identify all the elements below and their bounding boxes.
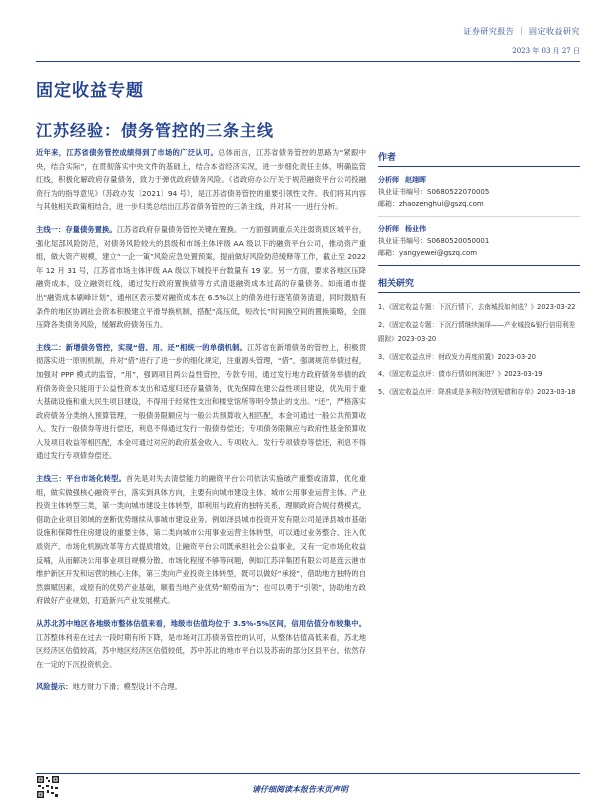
author-name: 杨业伟 <box>405 225 426 233</box>
author-role: 分析师 <box>378 225 399 233</box>
authors-heading: 作者 <box>378 150 580 167</box>
header-divider <box>36 61 580 62</box>
related-date: 2023-03-18 <box>537 387 576 396</box>
paragraph-mainline-3 <box>36 472 366 608</box>
paragraph-lead: 近年来，江苏省债务管控成绩得到了市场的广泛认可。 <box>36 148 219 157</box>
paragraph-intro <box>36 146 366 214</box>
related-title: 2、《固定收益专题：下沉行情继续演绎——产业城投&银行信用利差跟踪》 <box>378 320 576 343</box>
paragraph-text: 地方财力下滑；模型设计不合理。 <box>72 682 182 692</box>
paragraph-lead: 风险提示： <box>36 682 73 692</box>
paragraph-text: 江苏整体利差在过去一段时期有所下降，是市场对江苏债务管控的认可，从整体估值高低来看，苏北地区经济区估值较高，苏中地区经济区估值较低，苏中苏北的地市平台以及苏南的部分区县平台，依然存在一定的下沉投资机会。 <box>36 632 366 669</box>
related-research-item[interactable] <box>378 318 580 347</box>
related-title: 4、《固定收益点评：债市行情如何演进？》 <box>378 370 505 378</box>
paragraph-text: 江苏省政府存量债务管控关键在置换。一方面强调重点关注弱资质区城平台，强化尾部风险防范，对债务风险较大的县级和市场主体评级 AA 级以下的融资平台公司，推动资产重组，做大资产规模，建立“一企一策”风险应急处置预案，提前做好风险防范缓释等工作，截止至 2022 年 12 月 31 号，江苏省市场主体评级 AA 级以下城投平台数量有 19 家。另一方面，要求各地区压降融资成本，设立融资红线，通过发行政府置换债等方式清退融资成本过高的存量债务。如南通市提出“融资成本刷峰计划”，通州区表示要对融资成本在 6.5%以上的债务进行逐笔债务清退，同时鼓励有条件的地区协调社会资本积极建立平滑导换机制，搭配“高压低，短改长”时间换空间的置换策略，全面压降各类债务风险，缓解政府债务压力。 <box>36 224 367 330</box>
author-email[interactable]: 邮箱：zhaozenghui@gszq.com <box>378 200 484 208</box>
author-card <box>378 223 580 266</box>
main-body <box>36 146 366 703</box>
report-series-header: 证券研究报告 ｜ 固定收益研究 <box>463 27 580 36</box>
related-date: 2023-03-20 <box>397 335 437 343</box>
related-research-item[interactable] <box>378 367 580 382</box>
report-date: 2023 年 03 月 27 日 <box>512 47 580 55</box>
footer-disclaimer: 请仔细阅读本报告末页声明 <box>252 784 348 794</box>
paragraph-valuation <box>36 617 366 671</box>
related-date: 2023-03-19 <box>504 370 543 378</box>
paragraph-mainline-2 <box>36 341 366 463</box>
related-research-heading: 相关研究 <box>378 276 580 293</box>
related-title: 3、《固定收益点评：财政发力再度前置》 <box>378 352 498 361</box>
paragraph-lead: 主线二：新增债务管控，实现“借、用、还”相统一的单债机制。 <box>36 342 247 352</box>
paragraph-mainline-1 <box>36 223 366 332</box>
related-date: 2023-03-22 <box>537 303 576 311</box>
related-research-item[interactable] <box>378 385 580 400</box>
related-research-item[interactable] <box>378 300 580 315</box>
paragraph-text: 首先是对失去清偿能力的融资平台公司依法实施破产重整或清算，优化重组，做实做强核心融资平台，落实到具体方向，主要有向城市建设主体、城市公用事业运营主体、产业投资主体转型三类，第一类向城市建设主体转型，即利用与政府的独特关系，理顺政府合规付费模式，借助企业项目领域的垄断优势继续从事城市建设业务。例如泽县城市投资开发有限公司是泽县城市基础设施和保障性住房建设的重要主体，第二类向城市公用事业运营主体转型，可以通过业务整合、注入优质资产、市场化机制改革等方式提质增效，让融资平台公司既承担社会公益事业，又有一定市场化收益反哺，从而解决公用事业项目规模分散、市场化程度不够等问题，例如江苏洋集团有限公司是连云港市维护新区开发和运营的核心主体，第三类向产业投资主体转型，既可以做好“承接”，借助地方独特的自然禀赋因素，或原有的优势产业基础，顺着当地产业优势“顺势而为”；也可以勇于“引领”，协助地方政府做好产业规划，打造新兴产业发展模式。 <box>36 474 367 606</box>
author-email[interactable]: 邮箱：yangyewei@gszq.com <box>378 249 478 257</box>
related-title: 1、《固定收益专题：下沉行情下，去南城投如何选？》 <box>378 303 538 311</box>
paragraph-risk <box>36 680 366 694</box>
paragraph-lead: 主线三：平台市场化转型。 <box>36 474 127 484</box>
author-cert: 执业证书编号：S0680520050001 <box>378 237 490 245</box>
author-name: 赵翊晖 <box>405 176 426 184</box>
paragraph-text: 总体而言，江苏省债务管控的思路为“紧跟中央，结合实际”，在贯彻落实中央文件的基础上，结合本省经济实况，进一步细化责任主体，明确监管红线，积极化解政府存量债务，致力于弹优政府债务风险。《省政府办公厅关于规范融资平台公司投融资行为的指导意见》（苏政办发〔2021〕94 号），是江苏省债务管控的重要引领性文件。我们将其内容与其他相关政策相结合，进一步归类总结出江苏省债务管控的三条主线，并对其一一进行分析。 <box>36 148 367 212</box>
related-title: 5、《固定收益点评：降准或是多利好特别短债和存单》 <box>378 387 538 396</box>
sidebar <box>378 150 580 402</box>
related-research-item[interactable] <box>378 350 580 365</box>
author-card <box>378 174 580 217</box>
paragraph-lead: 从苏北苏中地区各地级市整体估值来看，地级市估值均位于 3.5%-5%区间，信用估值分布较集中。 <box>36 619 366 628</box>
paragraph-lead: 主线一：存量债务置换。 <box>36 224 117 234</box>
author-role: 分析师 <box>378 176 399 184</box>
report-title: 江苏经验：债务管控的三条主线 <box>36 121 275 140</box>
report-type: 固定收益专题 <box>36 81 144 101</box>
paragraph-text: 江苏省在新增债务的管控上，积极贯彻落实进一原则机制，并对“借”进行了进一步的细化规定，注重源头管理，“借”，强调规范举债过程，加强对 PPP 模式的监管，“用”，强调项目两公益性管控，专款专用，通过发行地方政府债务举债的政府债务资金只能用于公益性资本支出和适度归还存量债务，优先保障在建公益性项目建设，优先用于重大基础设施和重大民生项目建设，不得用于经常性支出和楼堂馆所等明令禁止的支出。“还”，严格落实政府债务分类纳入预算管理，一般债务限额应与一般公共预算收入相匹配，本金可通过一般公共预算收入、发行一般债券等进行偿还，利息不得通过发行一般债券偿还；专项债务限额应与政府性基金预算收入及项目收益等相匹配，本金可通过对应的政府基金收入、专项收入、发行专项债券等偿还，利息不得通过发行专项债券偿还。 <box>36 342 366 461</box>
footer-divider <box>36 773 580 774</box>
author-cert: 执业证书编号：S0680522070005 <box>378 188 490 196</box>
related-date: 2023-03-20 <box>497 352 536 361</box>
